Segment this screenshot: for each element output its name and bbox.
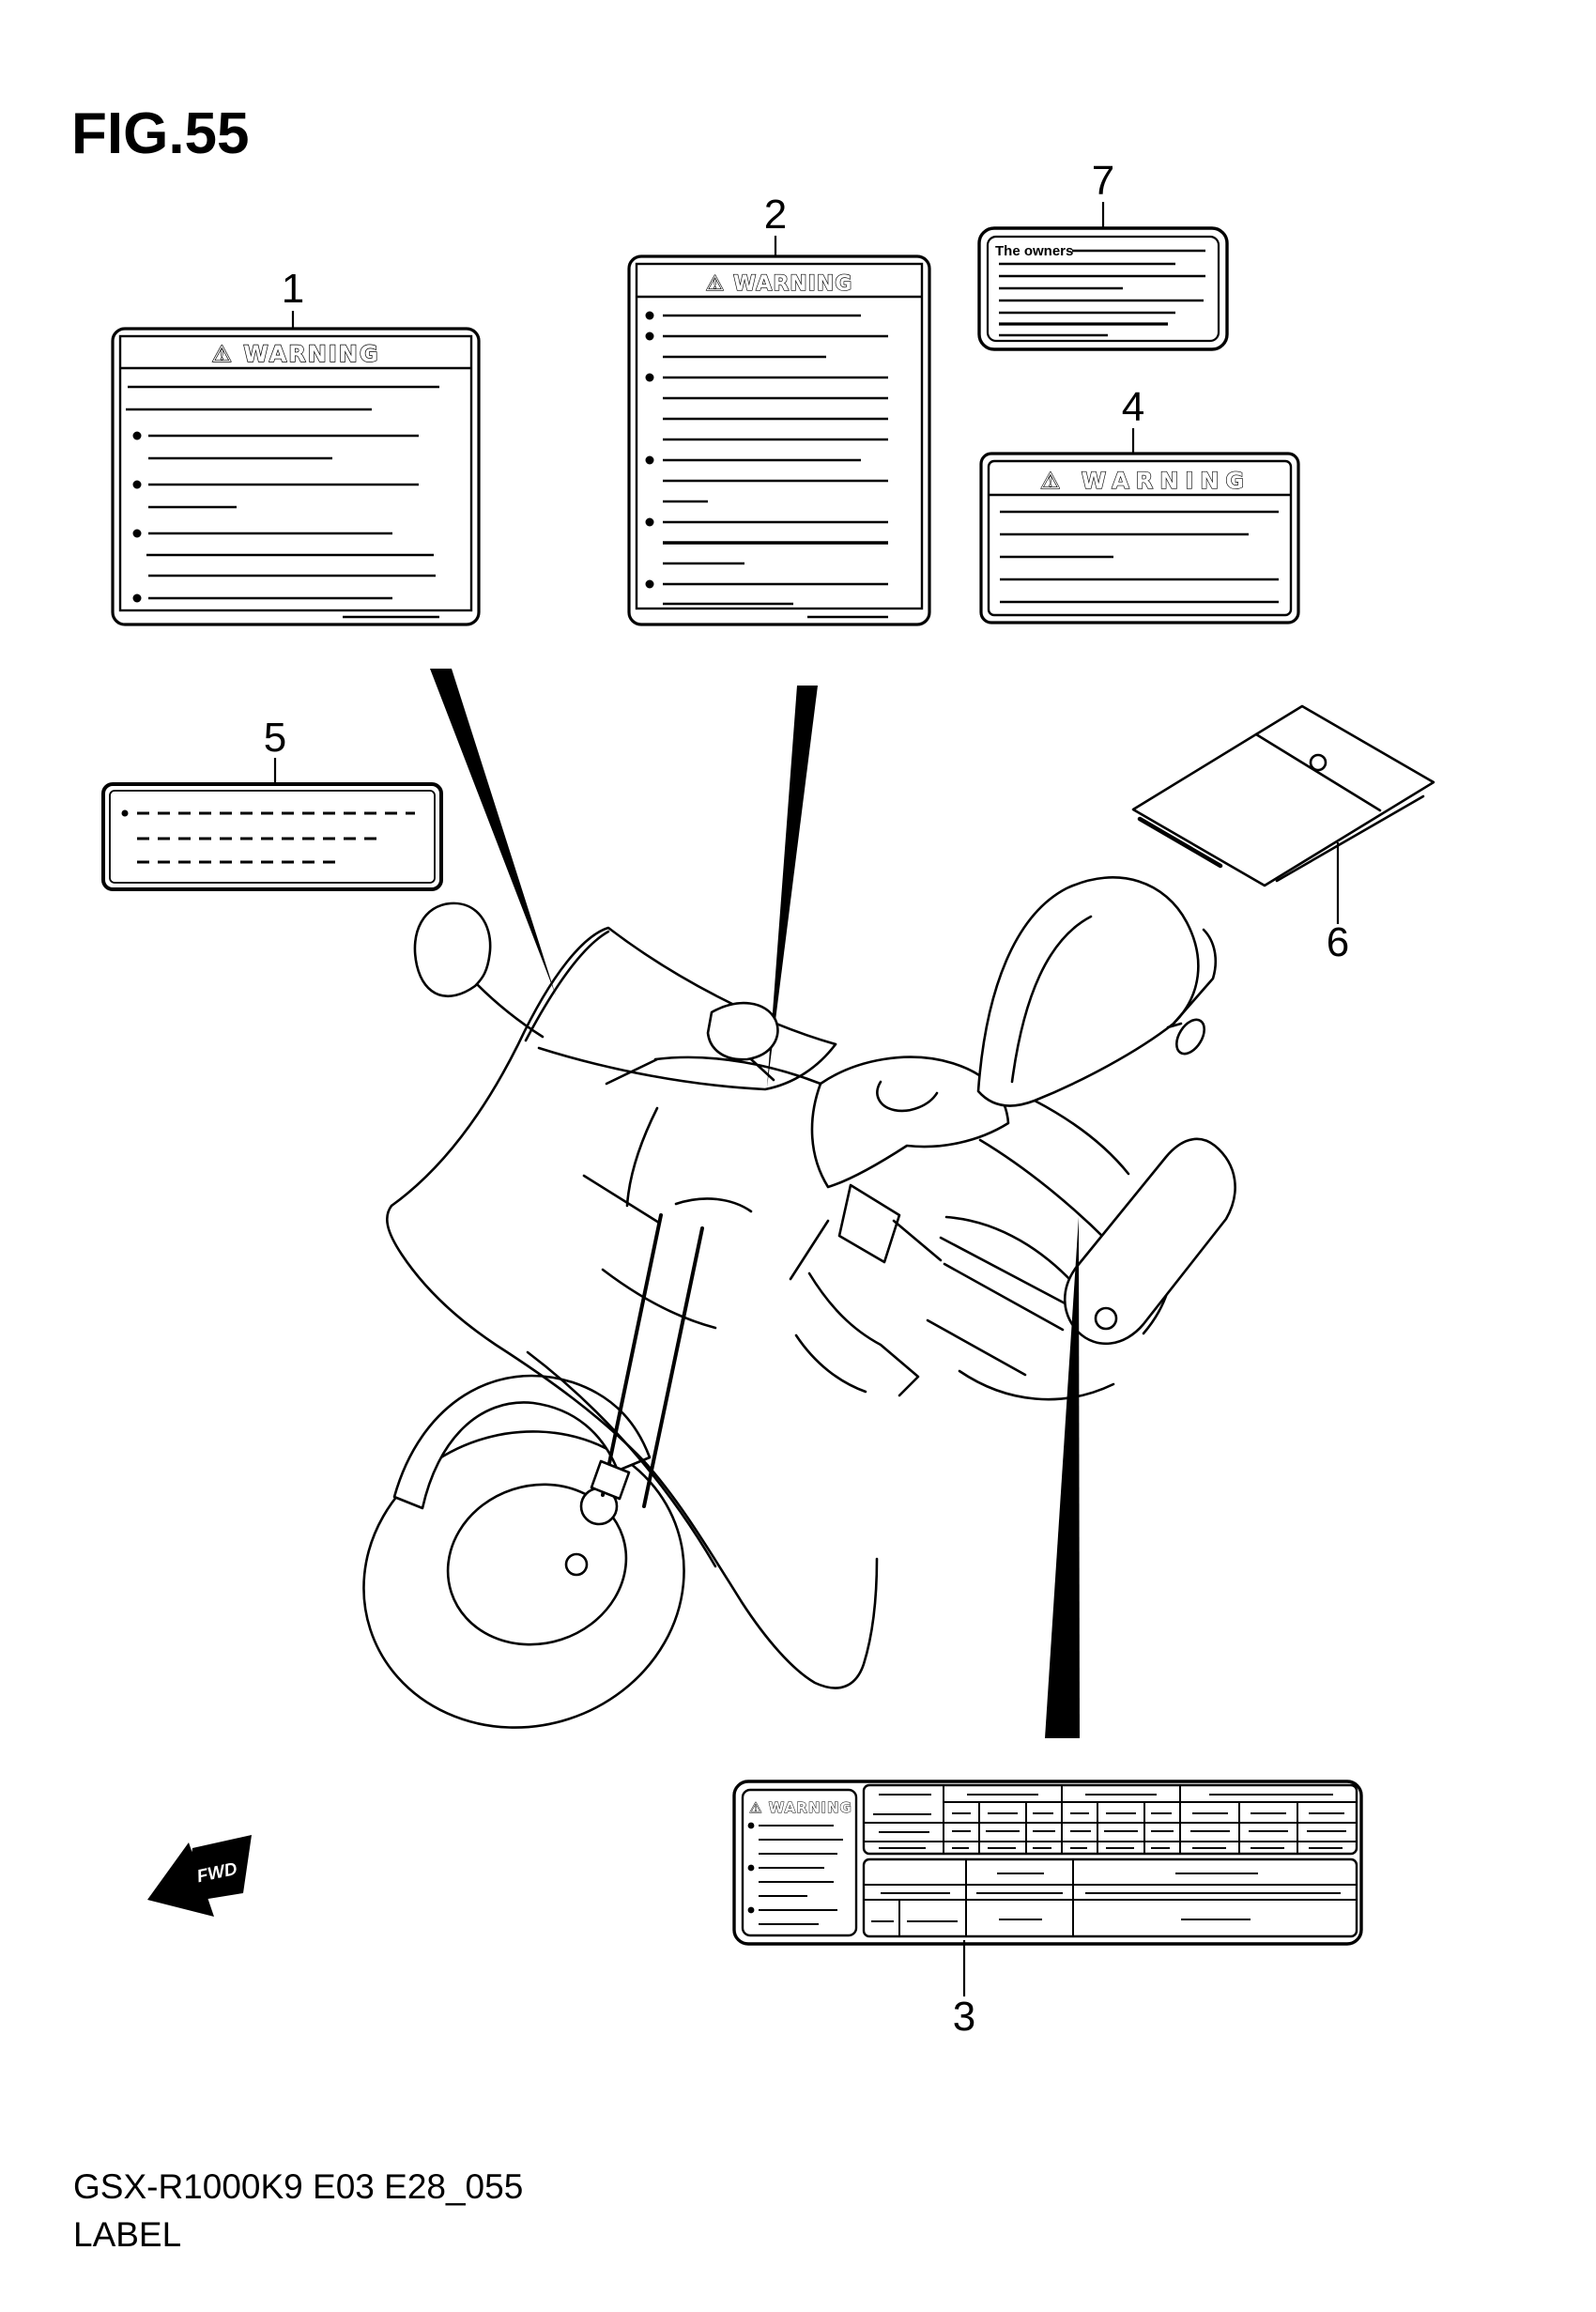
warning-heading-1: ⚠ WARNING bbox=[211, 341, 380, 367]
warning-heading-3: ⚠ WARNING bbox=[749, 1799, 852, 1816]
warning-heading-4: ⚠ WARNING bbox=[1039, 468, 1251, 494]
headstock bbox=[627, 1108, 751, 1211]
exhaust-muffler bbox=[1065, 1139, 1235, 1344]
part-callout-7 bbox=[979, 158, 1227, 349]
part-number-3: 3 bbox=[952, 1994, 976, 2040]
page-title: FIG.55 bbox=[71, 101, 250, 166]
part-number-5: 5 bbox=[263, 715, 287, 761]
manual-bag-button bbox=[1311, 755, 1326, 770]
part-number-7: 7 bbox=[1091, 158, 1115, 204]
tail-cowl bbox=[978, 877, 1198, 1105]
part-callout-3 bbox=[734, 1217, 1361, 2040]
swingarm bbox=[941, 1238, 1072, 1330]
part-callout-2 bbox=[629, 192, 929, 1087]
tire-pressure-table bbox=[864, 1785, 1357, 1854]
load-info-table bbox=[864, 1859, 1357, 1936]
left-mirror bbox=[415, 903, 490, 996]
part-number-2: 2 bbox=[763, 192, 788, 238]
fwd-label: FWD bbox=[194, 1858, 239, 1888]
motorcycle-illustration bbox=[325, 877, 1235, 1768]
figure-header bbox=[71, 101, 250, 166]
model-code: GSX-R1000K9 E03 E28_055 bbox=[73, 2167, 524, 2206]
right-mirror bbox=[708, 1003, 777, 1059]
warning-heading-2: ⚠ WARNING bbox=[705, 272, 853, 296]
figure-name: LABEL bbox=[73, 2215, 182, 2254]
part-number-1: 1 bbox=[281, 266, 305, 312]
footer bbox=[73, 2167, 523, 2254]
engine-details bbox=[790, 1221, 1025, 1395]
owners-heading: The owners bbox=[995, 243, 1074, 259]
part-callout-4 bbox=[981, 384, 1298, 623]
part-number-4: 4 bbox=[1121, 384, 1145, 430]
manual-bag-body bbox=[1133, 706, 1434, 886]
part-number-6: 6 bbox=[1326, 919, 1350, 965]
fwd-direction-marker bbox=[147, 1835, 252, 1917]
left-mirror-stalk bbox=[477, 984, 543, 1037]
part-callout-5 bbox=[103, 715, 441, 889]
frame-plate bbox=[839, 1185, 899, 1262]
